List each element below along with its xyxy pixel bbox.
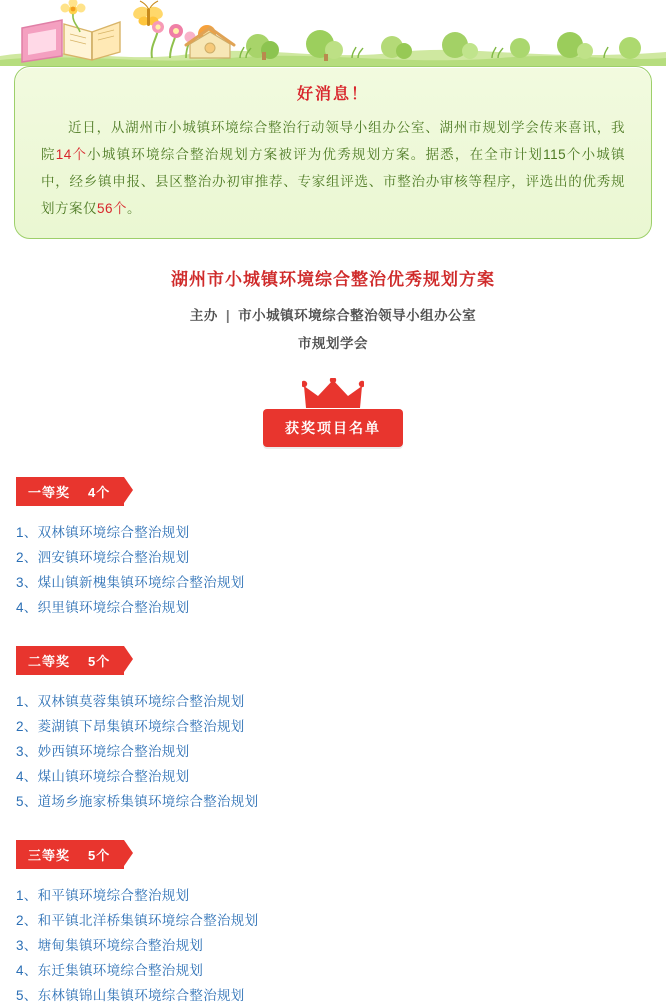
header-illustration (0, 0, 666, 66)
news-body-part3: 。 (127, 201, 142, 216)
news-title: 好消息！ (296, 86, 369, 103)
list-item: 4、东迁集镇环境综合整治规划 (16, 963, 204, 978)
award-sections (0, 477, 666, 1008)
list-item: 1、和平镇环境综合整治规划 (16, 888, 190, 903)
list-item: 2、泗安镇环境综合整治规划 (16, 550, 190, 565)
crown-icon (302, 378, 364, 412)
host-org-2: 市规划学会 (298, 336, 368, 351)
award-list-banner: 获奖项目名单 (263, 409, 403, 447)
award-item-list-first (14, 520, 652, 620)
list-item: 4、织里镇环境综合整治规划 (16, 600, 190, 615)
news-panel (14, 66, 652, 239)
award-section-second (14, 646, 652, 814)
host-line (0, 304, 666, 324)
list-item: 5、道场乡施家桥集镇环境综合整治规划 (16, 794, 259, 809)
award-item-list-third (14, 883, 652, 1008)
section-header-first (16, 477, 124, 506)
section-header-second (16, 646, 124, 675)
news-highlight-2: 56个 (97, 201, 128, 216)
award-section-third (14, 840, 652, 1008)
section-name-second: 二等奖 (28, 654, 71, 669)
news-body (41, 114, 625, 222)
book-icon (22, 20, 62, 62)
host-separator: | (225, 308, 231, 323)
list-item: 5、东林镇锦山集镇环境综合整治规划 (16, 988, 245, 1003)
section-header-third (16, 840, 124, 869)
host-org-1: 市小城镇环境综合整治领导小组办公室 (238, 308, 477, 323)
list-item: 4、煤山镇环境综合整治规划 (16, 769, 190, 784)
list-item: 1、双林镇莫蓉集镇环境综合整治规划 (16, 694, 245, 709)
list-item: 1、双林镇环境综合整治规划 (16, 525, 190, 540)
list-item: 3、煤山镇新槐集镇环境综合整治规划 (16, 575, 245, 590)
list-item: 3、妙西镇环境综合整治规划 (16, 744, 190, 759)
news-body-part2: 小城镇环境综合整治规划方案被评为优秀规划方案。据悉，在全市计划115个小城镇中，经乡镇申报、县区整治办初审推荐、专家组评选、市整治办审核等程序，评选出的优秀规划方案仅 (41, 147, 625, 216)
award-section-first (14, 477, 652, 620)
section-count-third: 5个 (88, 848, 111, 863)
section-name-first: 一等奖 (28, 485, 71, 500)
section-name-third: 三等奖 (28, 848, 71, 863)
news-body-part1: 近日，从湖州市小城镇环境综合整治行动领导小组办公室、湖州市规划学会传来喜讯，我院 (41, 120, 625, 162)
list-item: 2、和平镇北洋桥集镇环境综合整治规划 (16, 913, 259, 928)
list-item: 3、塘甸集镇环境综合整治规划 (16, 938, 204, 953)
header-illustration-svg (0, 0, 666, 66)
news-highlight-1: 14个 (55, 147, 88, 162)
section-count-first: 4个 (88, 485, 111, 500)
page-title: 湖州市小城镇环境综合整治优秀规划方案 (171, 270, 495, 289)
host-label: 主办 (189, 308, 218, 323)
award-banner-wrap (0, 378, 666, 447)
list-item: 2、菱湖镇下昂集镇环境综合整治规划 (16, 719, 245, 734)
award-item-list-second (14, 689, 652, 814)
section-count-second: 5个 (88, 654, 111, 669)
